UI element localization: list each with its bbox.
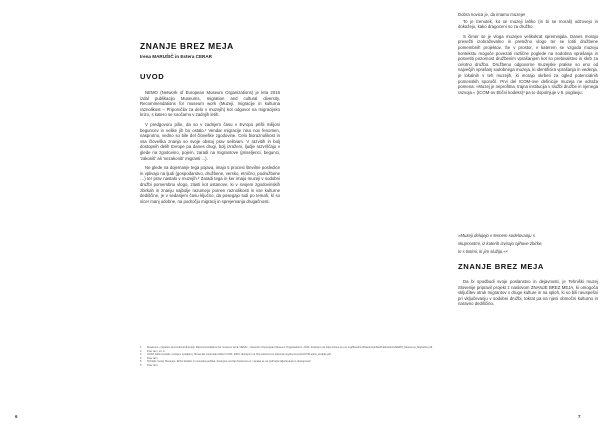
paragraph: Da bi spodbudi svoje poslanstvo in dejavnosti, je Tehniški muzej Slovenije pripravil projekt z naslovom ZNANJE BREZ MEJA, ki omogoča vključitev otrok migrantov v druge kulture in na sploh, ki so bili neuspešni pri vključevanju v sodobni družbi, tokrat pa na njeni območni kulturno in naravno dediščino.	[458, 279, 598, 307]
paragraph: Dobra novica je, da imamo muzeje!	[458, 12, 526, 17]
footnote: 2 Prav tam, str. 4.	[140, 349, 166, 353]
section-title-znanje: ZNANJE BREZ MEJA	[458, 262, 544, 271]
paragraph: S čimer se je vloga muzejev velikokrat spreminjala. Danes morajo presežti izobraževalno in pretežno vlogo ter se lotiti družbene pomembnih projektov. Še v prostor, v katerem se vzgoda muzeju kontekstu mogoče povezati različne poglede na sodobna vprašanja in posvetiti pozornost družbenim vprašanjem kot so prebivalstvo in skrb za celotno družbo. Družbeno odgovorne muzejske prakse so eno od največjih vprašanj sodobnega muzeja, ki identificira vprašanja in vedenja, je lokalnih v teh muzejih, ki morajo skrbeti za ogled potencialnih pomenskih sporočil. Prvi del ICOM-ove definicije muzeja ne odraža pomena: »Muzej je neprofitna, trajna institucija v službi družbe in njenega razvoja.« (ICOM-ov Etični kodeks)³ pa to dopolnjuje v 6. poglavju:	[458, 33, 598, 95]
page-number-right: 7	[578, 414, 581, 419]
paragraph: NEMO (Network of European Museum Organizations) je leta 2016 izdal publikacijo Museums, migration and cultural diversity, Recommendations for museum work (Muzeji, migracije in kulturna raznolikost – Priporočila za delo v muzejih) kot odgovor na migracijsko krizo, s katero se soočamo v zadnjih letih.	[140, 90, 280, 118]
quote-line: »Muzeji delujejo v tesnem sodelovanju s	[458, 233, 535, 238]
page-number-left: 6	[15, 414, 18, 419]
footnote: 6 Prav tam.	[140, 363, 159, 367]
quote-block	[458, 232, 598, 256]
quote-line: skupnostmi, iz katerih izvirajo njihove zbirke,	[458, 241, 543, 246]
right-body-text	[458, 12, 598, 95]
footnote: 1 Museums, migration and cultural diversity. Recommendations for museum work. NEMO – Network of European Museum Organisations, 2016, dostopno na https://www.ne-mo.org/fileadmin/Dateien/public/Publications/NEMO_Museums_Migration.pdf.	[140, 346, 433, 349]
paragraph: Ne glede na dojemanje tega pojava, imajo ti procesi številne posledice in vplivajo na ljudi (gospodarstvo, družbene, versko, etnično, podružbene …) ter prav nastalo v muzejih.² Zaradi tega in ker imajo muzeji v sodobni družbi pomembno vlogo, zlasti kot ustanove, ki v svojem zgodovinskih zbirkah in znanju najbolje razumejo pomen raznolikosti in vse kulturne dediščine, je v sedanjem času ključno, da posegajo tudi po temah, ki so sicer manj udobne, na področju migracij in sprejemanja drugačnosti.	[140, 165, 280, 204]
article-title: ZNANJE BREZ MEJA	[140, 41, 234, 51]
section-title-uvod: UVOD	[140, 72, 165, 81]
footnote: 5 Tehniški muzej Slovenije, Etični kodeks in muzejska politika, dostopno na http://www.tms.si, nanaša se na področja vključevanja in dostopnosti.	[140, 360, 312, 364]
footnote: 3 ICOM, Etični kodeks muzejev. Ljubljana: Slovenski nacionalni odbor ICOM, 2006, dostopno na http://www.icom-slovenia.org/documents/ICOM-eticni_kodeks.pdf.	[140, 353, 332, 357]
left-body-text	[140, 90, 280, 204]
paragraph: To je trenutek, ko se muzeji lahko (in bi se morali) odzovejo in dokažejo, kako dragoceni so za družbo.	[458, 18, 598, 30]
paragraph: V predgovoru piše, da so v zadnjem času v Evropo prišli milijoni beguncev in velike jih bo ostalo.¹ Vendar migracije niso nov fenomen, nasprotno, vedno so bile del človeške zgodovine. Celo bioraznolikost in vsa človeška znanja so svoje obstoj prav selitvam. V razvitih in bolj dostopnih delih Evrope pa danes drugi, bolj izraženi, ljudje razvrščajo v glede na zgodovino, pojem, zaradi na migrantove (priseljenci, begunci, 'zakoniti' ali 'nezakoniti' migranti ...).	[140, 121, 280, 161]
right-body-text-2	[458, 279, 598, 307]
footnote: 4 Prav tam.	[140, 356, 159, 360]
footnotes	[140, 346, 570, 368]
quote-line: in s tistimi, ki jim služijo.«⁴	[458, 249, 508, 254]
article-authors: Irena MARUŠIČ in Estera CERAR	[140, 54, 212, 59]
